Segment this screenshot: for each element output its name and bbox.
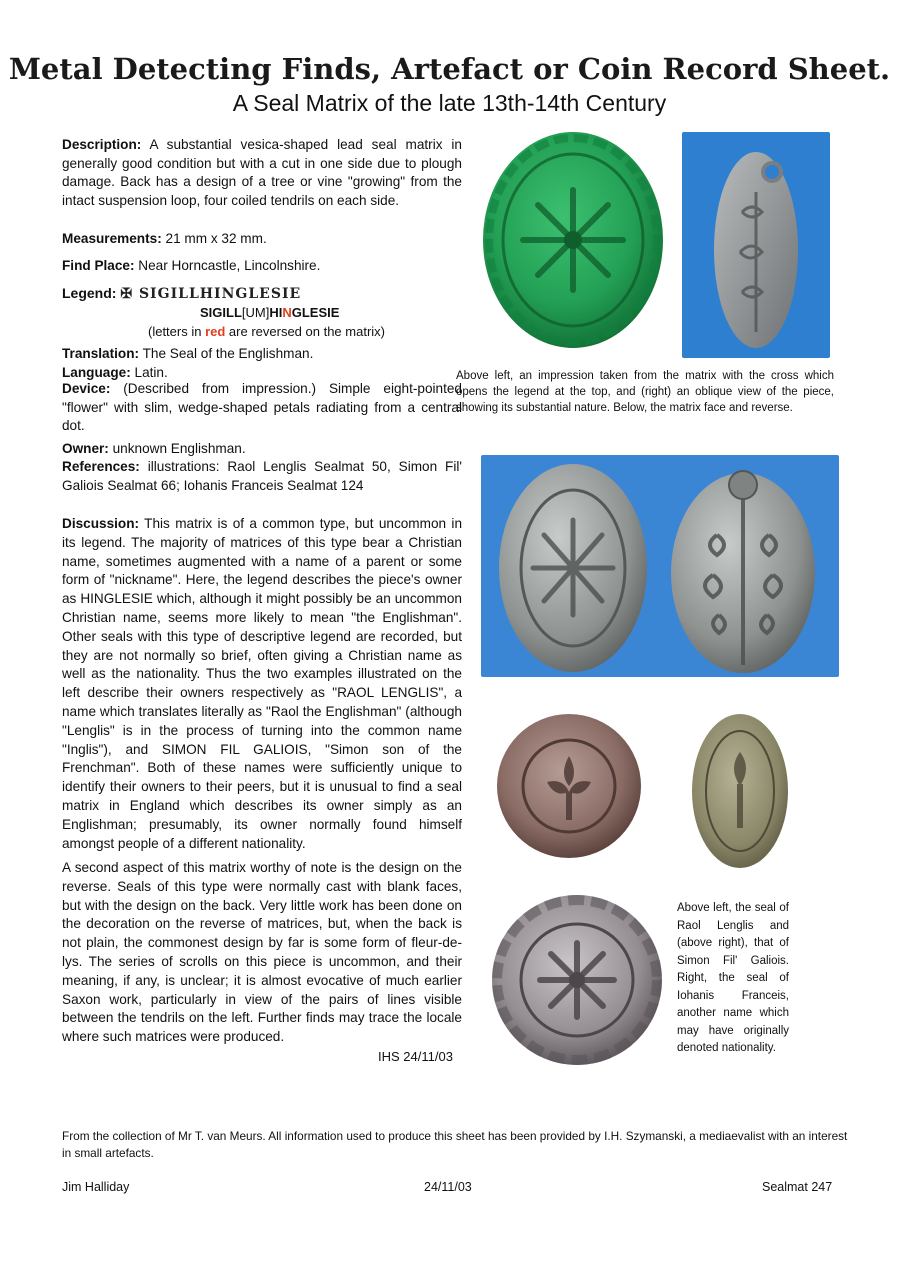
legend-row — [62, 285, 301, 302]
footer-ref: Sealmat 247 — [762, 1180, 833, 1194]
find-place-row — [62, 257, 462, 276]
measurements-row — [62, 230, 462, 249]
discussion-paragraph-2: A second aspect of this matrix worthy of note is the design on the reverse. Seals of this type were normally cast with blank faces, but with the design on the back. Very little work has been done on the decoration on the reverse of matrices, but, when the back is not plain, the commonest design by far is some form of fleur-de-lys. The series of scrolls on this piece is uncommon, and their meaning, if any, is unclear; it is almost evocative of much earlier Saxon work, particularly in view of the pairs of lines visible between the tendrils on the left. Further finds may trace the locale where such matrices were produced. — [62, 860, 462, 1045]
references-label: References: — [62, 459, 140, 474]
description-text: A substantial vesica-shaped lead seal matrix in generally good condition but with a cut in one side due to plough damage. Back has a design of a tree or vine "growing" from the intact suspension loop, four coiled tendrils on each side. — [62, 137, 462, 208]
face-reverse-photo — [481, 455, 839, 677]
face-reverse-image — [481, 455, 839, 677]
legend-reversed-letter: N — [282, 305, 292, 320]
footer-date: 24/11/03 — [424, 1180, 472, 1194]
translation-row — [62, 345, 462, 364]
translation-value: The Seal of the Englishman. — [142, 346, 314, 361]
simon-galiois-seal-image — [690, 712, 790, 870]
description-label: Description: — [62, 137, 142, 152]
translation-label: Translation: — [62, 346, 140, 361]
legend-part: HI — [269, 305, 283, 320]
references-row — [62, 458, 462, 495]
discussion-label: Discussion: — [62, 516, 140, 531]
sheet-title: Metal Detecting Finds, Artefact or Coin Record Sheet. — [8, 52, 891, 86]
caption-bottom: Above left, the seal of Raol Lenglis and (above right), that of Simon Fil' Galiois. Right, the seal of Iohanis Franceis, another name which may have originally denoted nationality. — [677, 902, 789, 1054]
legend-part: [UM] — [241, 305, 270, 320]
device-row — [62, 380, 462, 436]
discussion-paragraph-1 — [62, 515, 462, 853]
legend-normalised — [200, 305, 339, 320]
legend-part: SIGILL — [200, 305, 242, 320]
legend-label: Legend: — [62, 285, 117, 301]
simon-galiois-seal-photo — [690, 712, 790, 870]
legend-note-text: (letters in — [148, 324, 206, 339]
device-value: (Described from impression.) Simple eight-pointed "flower" with slim, wedge-shaped petals radiating from a central dot. — [62, 381, 462, 434]
owner-value: unknown Englishman. — [112, 441, 246, 456]
author-signature: IHS 24/11/03 — [378, 1049, 453, 1064]
language-label: Language: — [62, 365, 131, 380]
references-value: illustrations: Raol Lenglis Sealmat 50, Simon Fil' Galiois Sealmat 66; Iohanis Franceis Sealmat 124 — [62, 459, 462, 493]
language-value: Latin. — [134, 365, 168, 380]
legend-note — [148, 324, 385, 339]
caption-top: Above left, an impression taken from the matrix with the cross which opens the legend at the top, and (right) an oblique view of the piece, showing its substantial nature. Below, the matrix face and reverse. — [456, 370, 834, 414]
iohanis-franceis-seal-image — [490, 893, 665, 1068]
raol-lenglis-seal-photo — [495, 712, 643, 860]
legend-note-text: are reversed on the matrix) — [225, 324, 385, 339]
impression-image — [480, 130, 666, 354]
legend-note-red: red — [205, 324, 226, 339]
find-place-value: Near Horncastle, Lincolnshire. — [138, 258, 321, 273]
measurements-value: 21 mm x 32 mm. — [165, 231, 267, 246]
measurements-label: Measurements: — [62, 231, 162, 246]
legend-lombardic-text: ✠ SIGILLHINGLESIE — [120, 286, 302, 302]
owner-row — [62, 440, 462, 459]
footer-author: Jim Halliday — [62, 1180, 130, 1194]
iohanis-franceis-seal-photo — [490, 893, 665, 1068]
raol-lenglis-seal-image — [495, 712, 643, 860]
legend-part: GLESIE — [291, 305, 340, 320]
footer-note: From the collection of Mr T. van Meurs. All information used to produce this sheet has been provided by I.H. Szymanski, a mediaevalist with an interest in small artefacts. — [62, 1129, 848, 1160]
discussion-text-1: This matrix is of a common type, but uncommon in its legend. The majority of matrices of this type bear a Christian name, sometimes augmented with a name of a parent or some form of "nickname". Here, the legend describes the piece's owner as HINGLESIE which, although it might possibly be an uncommon Christian name, seems more likely to mean "the Englishman". Other seals with this type of descriptive legend are recorded, but they are not normally so brief, often giving a Christian name as well as the nationality. Thus the two examples illustrated on the left describe their owners respectively as "RAOL LENGLIS", a name which translates literally as "Raol the Englishman" (although "Lenglis" is in the process of turning into the common name "Inglis"), and SIMON FIL GALIOIS, "Simon son of the Frenchman". Both of these names were sufficiently unique to identify their owners to their peers, but it is unusual to find a seal matrix in England which describes its owner simply as an Englishman; presumably, its owner normally found himself amongst people of a different nationality. — [62, 516, 462, 851]
impression-photo — [480, 130, 666, 354]
find-place-label: Find Place: — [62, 258, 135, 273]
oblique-photo — [682, 132, 830, 358]
sheet-subtitle: A Seal Matrix of the late 13th-14th Century — [232, 90, 667, 116]
oblique-image — [682, 132, 830, 358]
device-label: Device: — [62, 381, 111, 396]
description-block — [62, 136, 462, 210]
owner-label: Owner: — [62, 441, 109, 456]
